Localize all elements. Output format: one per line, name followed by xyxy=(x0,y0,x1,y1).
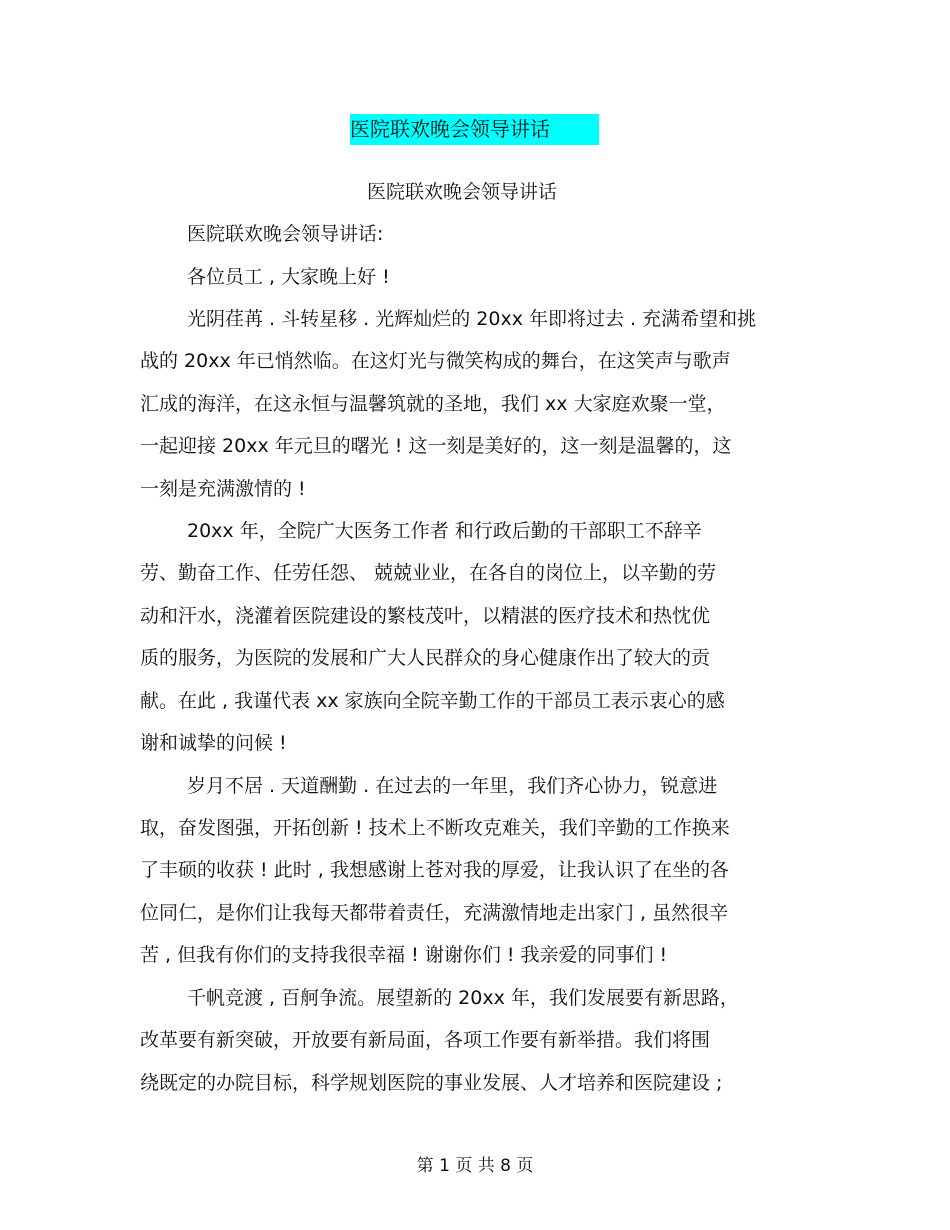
body-line: 医院联欢晚会领导讲话: xyxy=(187,223,384,245)
body-line: 绕既定的办院目标，科学规划医院的事业发展、人才培养和医院建设 ; xyxy=(140,1072,723,1094)
body-line: 光阴荏苒 . 斗转星移 . 光辉灿烂的 20xx 年即将过去 . 充满希望和挑 xyxy=(187,308,757,330)
body-line: 改革要有新突破，开放要有新局面，各项工作要有新举措。我们将围 xyxy=(140,1029,711,1051)
body-line: 苦 , 但我有你们的支持我很幸福 ! 谢谢你们 ! 我亲爱的同事们 ! xyxy=(140,944,668,966)
body-line: 战的 20xx 年已悄然临。在这灯光与微笑构成的舞台，在这笑声与歌声 xyxy=(140,350,731,372)
body-line: 一刻是充满激情的 ! xyxy=(140,478,306,500)
page-number: 第 1 页 共 8 页 xyxy=(416,1156,534,1176)
body-line: 一起迎接 20xx 年元旦的曙光 ! 这一刻是美好的，这一刻是温馨的，这 xyxy=(140,435,732,457)
body-line: 岁月不居 . 天道酬勤 . 在过去的一年里，我们齐心协力，锐意进 xyxy=(187,775,718,797)
body-line: 汇成的海洋，在这永恒与温馨筑就的圣地，我们 xx 大家庭欢聚一堂， xyxy=(140,393,726,415)
body-line: 取，奋发图强，开拓创新 ! 技术上不断攻克难关，我们辛勤的工作换来 xyxy=(140,817,730,839)
highlighted-title-text: 医院联欢晚会领导讲话 xyxy=(350,117,550,141)
body-line: 谢和诚挚的问候 ! xyxy=(140,732,287,754)
body-line: 献。在此 , 我谨代表 xx 家族向全院辛勤工作的干部员工表示衷心的感 xyxy=(140,690,725,712)
body-line: 动和汗水，浇灌着医院建设的繁枝茂叶，以精湛的医疗技术和热忱优 xyxy=(140,605,711,627)
body-line: 位同仁，是你们让我每天都带着责任，充满激情地走出家门 , 虽然很辛 xyxy=(140,902,729,924)
body-line: 质的服务，为医院的发展和广大人民群众的身心健康作出了较大的贡 xyxy=(140,647,711,669)
body-line: 了丰硕的收获 ! 此时 , 我想感谢上苍对我的厚爱，让我认识了在坐的各 xyxy=(140,859,729,881)
subtitle: 医院联欢晚会领导讲话 xyxy=(367,181,558,203)
body-line: 劳、勤奋工作、任劳任怨、 兢兢业业，在各自的岗位上，以辛勤的劳 xyxy=(140,562,717,584)
highlighted-title xyxy=(350,114,599,145)
body-line: 20xx 年，全院广大医务工作者 和行政后勤的干部职工不辞辛 xyxy=(187,520,702,542)
body-line: 各位员工 , 大家晚上好 ! xyxy=(187,266,390,288)
body-line: 千帆竞渡 , 百舸争流。展望新的 20xx 年，我们发展要有新思路， xyxy=(187,987,739,1009)
